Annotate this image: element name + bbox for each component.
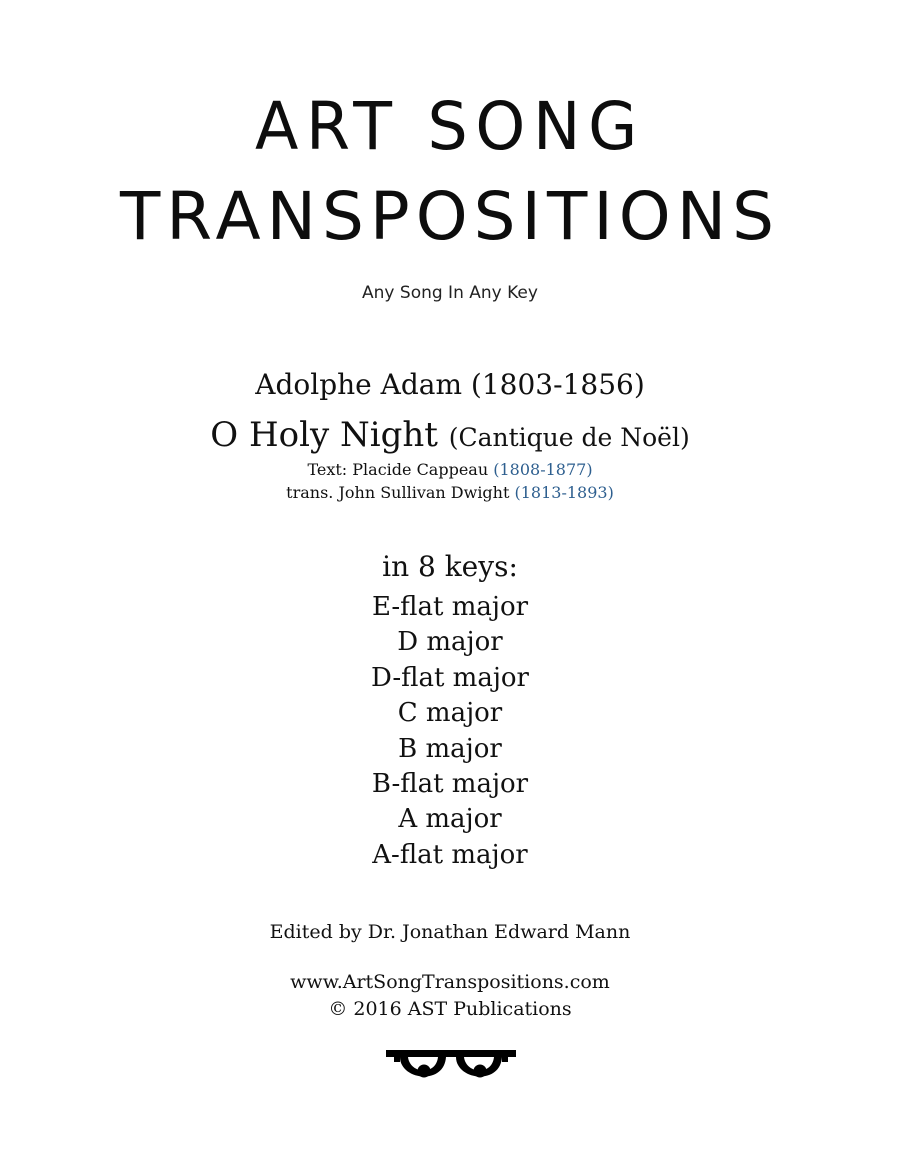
text-credit-dates: (1808-1877) [493,460,593,479]
key-item: B-flat major [371,768,529,799]
website-url: www.ArtSongTranspositions.com [290,971,610,993]
key-item: B major [398,733,502,764]
translation-credit-author: trans. John Sullivan Dwight [286,483,510,502]
keys-list [0,590,900,873]
key-item: A major [398,804,502,835]
song-subtitle: (Cantique de Noël) [448,423,690,452]
text-credit-author: Text: Placide Cappeau [307,460,489,479]
composer-name: Adolphe Adam (1803-1856) [255,368,645,401]
keys-heading: in 8 keys: [382,550,518,583]
brand-title-line-1: ART SONG [254,88,646,165]
copyright-notice: © 2016 AST Publications [328,998,572,1020]
ast-logo-icon [386,1046,516,1090]
brand-tagline: Any Song In Any Key [362,283,538,303]
key-item: D-flat major [371,662,529,693]
song-title: O Holy Night [210,415,438,455]
translation-credit [0,483,900,502]
brand-title-line-2: TRANSPOSITIONS [119,178,781,255]
song-title-block [0,415,900,455]
text-credit [0,460,900,479]
editor-credit: Edited by Dr. Jonathan Edward Mann [269,921,631,943]
key-item: D major [397,627,503,658]
key-item: C major [397,698,503,729]
key-item: E-flat major [371,592,529,622]
key-item: A-flat major [372,839,528,870]
translation-credit-dates: (1813-1893) [514,483,614,502]
